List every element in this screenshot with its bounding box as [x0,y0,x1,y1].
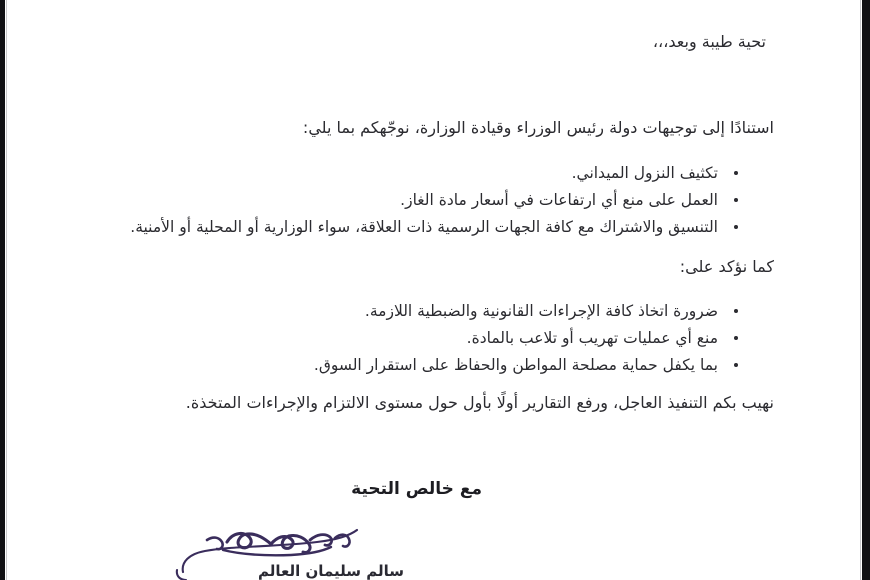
list-item-label: منع أي عمليات تهريب أو تلاعب بالمادة. [466,329,718,348]
directives-list [130,163,742,237]
list-item-label: التنسيق والاشتراك مع كافة الجهات الرسمية ذات العلاقة، سواء الوزارية أو المحلية أو الأمنية. [130,218,718,237]
list-item [130,217,742,237]
salutation-line: تحية طيبة وبعد،،، [652,32,766,51]
list-item [314,328,742,348]
list-item-label: بما يكفل حماية مصلحة المواطن والحفاظ على استقرار السوق. [313,356,718,375]
scan-edge-band-right [862,0,870,580]
list-item-label: ضرورة اتخاذ كافة الإجراءات القانونية والضبطية اللازمة. [364,302,718,320]
bullet-dot-icon [734,198,738,202]
bullet-dot-icon [734,225,738,229]
scan-edge-hairline-left [6,0,7,580]
closing-paragraph: نهيب بكم التنفيذ العاجل، ورفع التقارير أولًا بأول حول مستوى الالتزام والإجراءات المتخذة. [185,393,774,412]
list-item-label: تكثيف النزول الميداني. [571,164,718,182]
list-item [314,355,742,375]
bullet-dot-icon [734,363,738,367]
list-item [130,163,742,183]
intro-paragraph: استنادًا إلى توجيهات دولة رئيس الوزراء وقيادة الوزارة، نوجّهكم بما يلي: [302,118,774,137]
list-item-label: العمل على منع أي ارتفاعات في أسعار مادة الغاز. [400,191,718,210]
list-item [130,190,742,210]
bullet-dot-icon [734,171,738,175]
scan-edge-hairline-right [860,0,861,580]
officer-name-label: سالم سليمان العالم [258,562,404,580]
emphasis-lead-line: كما نؤكد على: [679,257,774,276]
list-item [314,301,742,321]
emphasis-points-list [314,301,742,375]
bullet-dot-icon [734,336,738,340]
document-text-body [14,0,852,580]
scan-edge-band-left [0,0,5,580]
signoff-line: مع خالص التحية [351,479,482,499]
bullet-dot-icon [734,309,738,313]
